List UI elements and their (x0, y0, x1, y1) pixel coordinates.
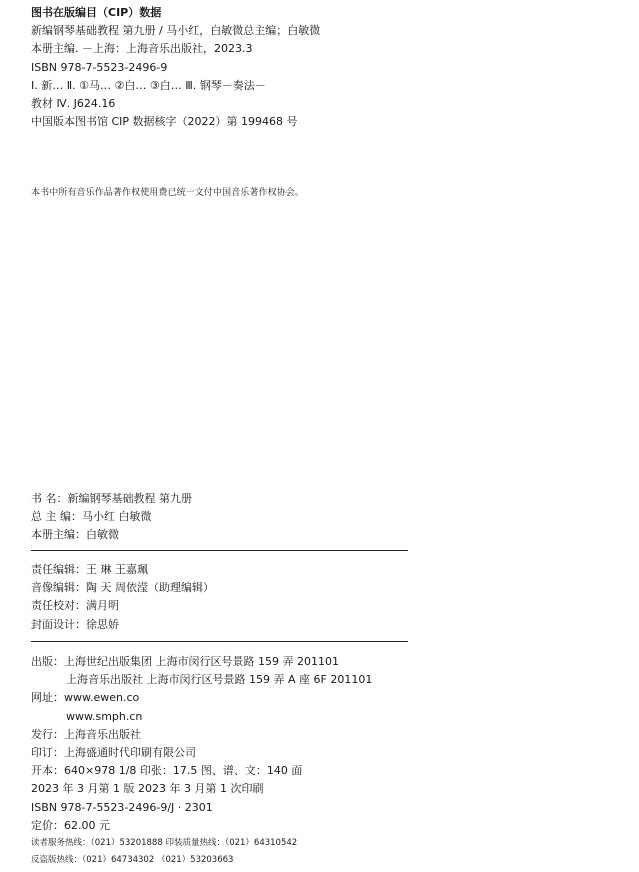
edition-line: 2023 年 3 月第 1 版 2023 年 3 月第 1 次印刷 (31, 782, 264, 796)
credit-value: 新编钢琴基础教程 第九册 (67, 492, 192, 505)
cip-line: 教材 Ⅳ. J624.16 (31, 97, 116, 111)
credit-row (31, 561, 411, 579)
credit-row (31, 616, 411, 634)
credit-row (31, 597, 411, 615)
copyright-notice: 本书中所有音乐作品著作权使用费已统一文付中国音乐著作权协会。 (31, 188, 305, 198)
hotline-line: 读者服务热线：（021）53201888 印装质量热线：（021）64310542 (31, 838, 298, 849)
credit-label: 书 名： (31, 492, 68, 505)
divider (31, 641, 408, 642)
credit-row (31, 508, 411, 526)
publisher-line: 出版：上海世纪出版集团 上海市闵行区号景路 159 弄 201101 (31, 655, 339, 668)
cip-line: 本册主编. －上海：上海音乐出版社，2023.3 (31, 42, 253, 56)
credit-row (31, 526, 411, 544)
price-line: 定价：62.00 元 (31, 818, 110, 832)
divider (31, 550, 408, 551)
isbn-line: ISBN 978-7-5523-2496-9/J · 2301 (31, 800, 213, 814)
credit-value: 王 琳 王嘉珮 (86, 563, 148, 576)
credit-value: 陶 天 周依滢（助理编辑） (86, 581, 214, 595)
credit-label: 本册主编： (31, 528, 86, 542)
credit-label: 责任校对： (31, 599, 86, 613)
credit-label: 总 主 编： (31, 510, 82, 524)
editor-credits (31, 561, 411, 634)
publisher-line: 上海音乐出版社 上海市闵行区号景路 159 弄 A 座 6F 201101 (66, 673, 373, 687)
hotline-line: 反盗版热线：（021）64734302 （021）53203663 (31, 855, 234, 866)
credit-label: 封面设计： (31, 617, 86, 631)
credit-value: 马小红 白敏微 (82, 510, 152, 524)
credit-label: 责任编辑： (31, 563, 86, 576)
cip-line: 中国版本图书馆 CIP 数据核字（2022）第 199468 号 (31, 115, 298, 129)
printer-line: 印订：上海盛通时代印刷有限公司 (31, 746, 196, 760)
credit-value: 徐思娇 (86, 617, 119, 631)
credit-value: 满月明 (86, 599, 119, 613)
cip-block (31, 4, 591, 131)
website-line: www.smph.cn (66, 709, 143, 723)
cip-line: 新编钢琴基础教程 第九册 / 马小红，白敏微总主编；白敏微 (31, 24, 321, 38)
credit-value: 白敏微 (86, 528, 119, 542)
publication-info (31, 653, 621, 869)
credit-row (31, 579, 411, 597)
credit-row (31, 490, 411, 508)
cip-line: ISBN 978-7-5523-2496-9 (31, 60, 168, 74)
cip-line: Ⅰ. 新… Ⅱ. ①马… ②白… ③白… Ⅲ. 钢琴－奏法－ (31, 78, 266, 92)
format-line: 开本：640×978 1/8 印张：17.5 图、谱、文：140 面 (31, 764, 303, 778)
credit-label: 音像编辑： (31, 581, 86, 595)
book-credits (31, 490, 411, 545)
distributor-line: 发行：上海音乐出版社 (31, 727, 141, 741)
website-line: 网址：www.ewen.co (31, 691, 140, 705)
cip-title: 图书在版编目（CIP）数据 (31, 6, 162, 19)
